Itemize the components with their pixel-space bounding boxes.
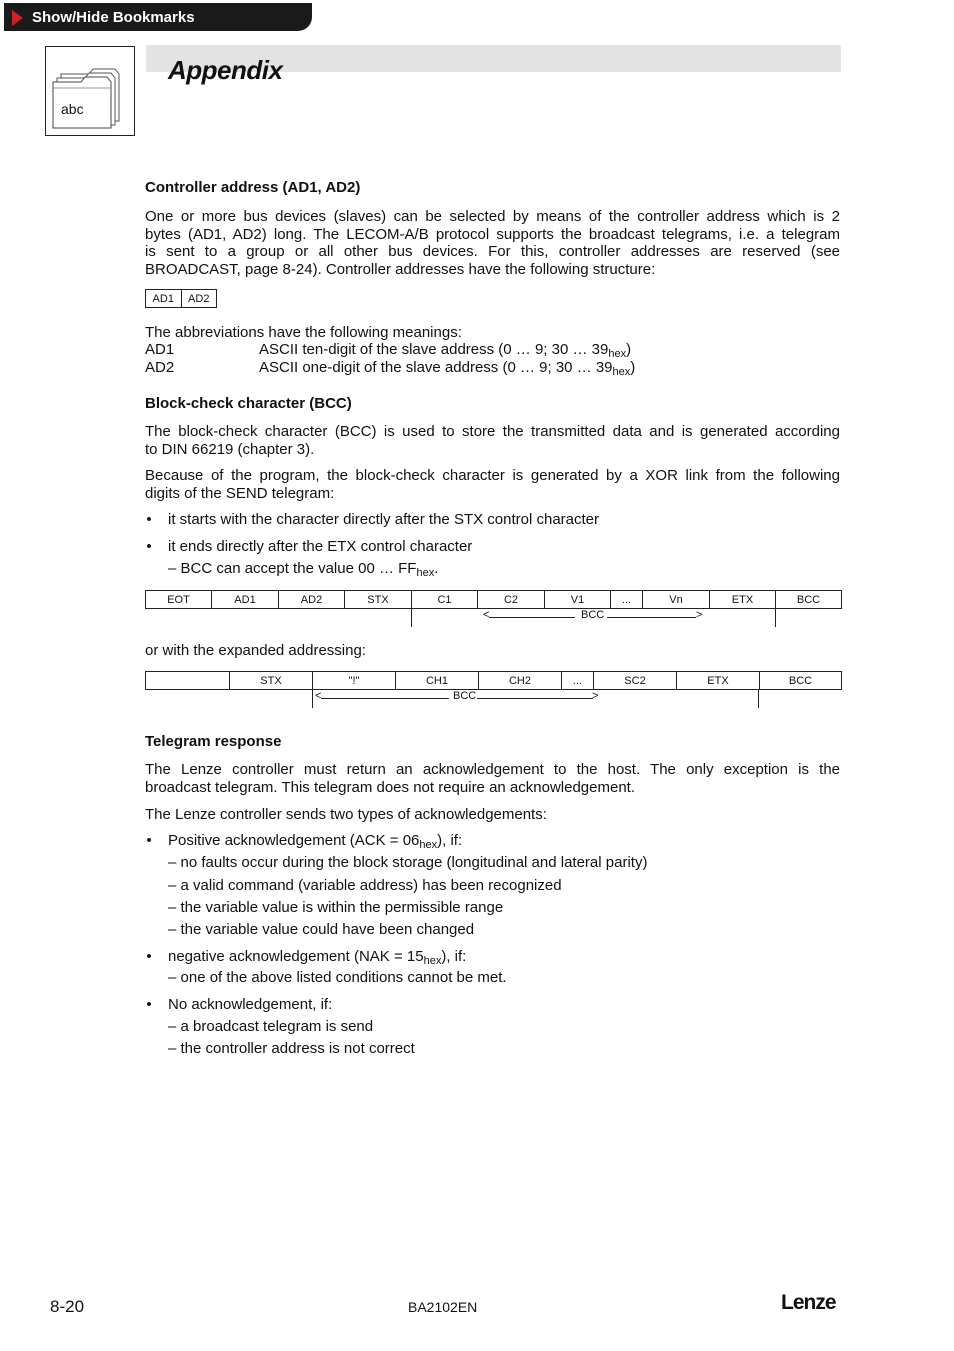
bcc-label: BCC	[453, 690, 477, 702]
bullet-subtext: – BCC can accept the value 00 … $FF_{hex}$.	[168, 560, 439, 579]
bcc-paragraph-1	[145, 423, 840, 458]
page-title: Appendix	[168, 55, 283, 85]
field-cell: C2	[478, 591, 545, 609]
telegram-field-table	[145, 590, 842, 609]
bullet-subtext: – a valid command (variable address) has been recognized	[168, 877, 562, 894]
field-cell: CH1	[396, 672, 479, 690]
paragraph-line: digits of the SEND telegram:	[145, 484, 335, 502]
field-cell: AD1	[212, 591, 279, 609]
bullet-dot: •	[146, 832, 152, 849]
bcc-range-start-tick	[312, 689, 313, 708]
show-hide-bookmarks-button[interactable]	[4, 3, 312, 31]
field-cell: EOT	[146, 591, 212, 609]
paragraph-line: BROADCAST, page 8-24). Controller addresses have the following structure:	[145, 260, 656, 278]
abbr-desc: ASCII one-digit of the slave address (0 … 9; 30 … $39_{hex}$)	[259, 359, 636, 378]
field-cell: AD2	[279, 591, 345, 609]
bookmarks-label: Show/Hide Bookmarks	[32, 9, 195, 26]
section-heading-controller-address: Controller address (AD1, AD2)	[145, 179, 361, 196]
address-field-table	[145, 289, 217, 308]
bcc-range-arrow: < BCC >	[315, 690, 599, 702]
triangle-right-icon	[12, 10, 23, 26]
bullet-subtext: – the variable value is within the permissible range	[168, 899, 504, 916]
controller-address-paragraph	[145, 208, 840, 278]
expanded-telegram-table	[145, 671, 842, 690]
section-heading-bcc: Block-check character (BCC)	[145, 395, 352, 412]
bullet-subtext: – the controller address is not correct	[168, 1040, 415, 1057]
paragraph-line: Because of the program, the block-check character is generated by a XOR link from the following	[145, 467, 840, 484]
bullet-dot: •	[146, 996, 152, 1013]
paragraph-line: to DIN 66219 (chapter 3).	[145, 440, 315, 458]
document-code: BA2102EN	[408, 1299, 478, 1315]
bullet-text: it ends directly after the ETX control character	[168, 538, 473, 555]
field-cell: ...	[611, 591, 643, 609]
abbr-intro: The abbreviations have the following meanings:	[145, 324, 462, 341]
bullet-subtext: – one of the above listed conditions cannot be met.	[168, 969, 507, 986]
bcc-label: BCC	[581, 609, 605, 621]
field-cell: ...	[562, 672, 594, 690]
abbr-term: AD1	[145, 341, 175, 358]
bcc-range-start-tick	[411, 608, 412, 627]
field-cell: STX	[230, 672, 313, 690]
paragraph-line: bytes (AD1, AD2) long. The LECOM-A/B protocol supports the broadcast telegrams, i.e. a telegram	[145, 225, 840, 243]
bcc-paragraph-2	[145, 467, 840, 502]
paragraph-line: The block-check character (BCC) is used to store the transmitted data and is generated according	[145, 423, 840, 440]
bullet-text: negative acknowledgement $(NAK = 15_{hex})$, if:	[168, 948, 467, 967]
response-paragraph-1	[145, 761, 840, 796]
field-cell: AD2	[181, 290, 217, 308]
bcc-range-end-tick	[758, 689, 759, 708]
page-number: 8-20	[50, 1297, 85, 1316]
paragraph-line: One or more bus devices (slaves) can be selected by means of the controller address which is 2	[145, 208, 840, 225]
bullet-text: it starts with the character directly after the STX control character	[168, 511, 600, 528]
field-cell: V1	[545, 591, 611, 609]
bullet-dot: •	[146, 948, 152, 965]
field-cell: STX	[345, 591, 412, 609]
bullet-subtext: – no faults occur during the block storage (longitudinal and lateral parity)	[168, 854, 648, 871]
bullet-dot: •	[146, 538, 152, 555]
appendix-icon-box	[45, 46, 135, 136]
field-cell: BCC	[760, 672, 842, 690]
bullet-text: Positive acknowledgement $(ACK = 06_{hex})$, if:	[168, 832, 463, 851]
field-cell: BCC	[776, 591, 842, 609]
lenze-logo: Lenze	[781, 1291, 836, 1314]
expanded-intro: or with the expanded addressing:	[145, 642, 366, 659]
field-cell: ETX	[677, 672, 760, 690]
field-cell: ETX	[710, 591, 776, 609]
icon-label: abc	[61, 101, 84, 117]
field-cell: CH2	[479, 672, 562, 690]
bullet-subtext: – a broadcast telegram is send	[168, 1018, 374, 1035]
bcc-range-end-tick	[775, 608, 776, 627]
field-cell: Vn	[643, 591, 710, 609]
paragraph-line: is sent to a group or all other bus devices. For this, controller addresses are reserved (see	[145, 243, 840, 260]
abbr-term: AD2	[145, 359, 175, 376]
field-cell: "!"	[313, 672, 396, 690]
paragraph-line: The Lenze controller must return an acknowledgement to the host. The only exception is the	[145, 761, 840, 778]
response-paragraph-2: The Lenze controller sends two types of acknowledgements:	[145, 806, 547, 823]
bcc-range-arrow: < BCC >	[483, 609, 703, 621]
folders-icon	[46, 47, 136, 137]
section-heading-telegram-response: Telegram response	[145, 733, 282, 750]
field-cell: AD1	[146, 290, 182, 308]
paragraph-line: broadcast telegram. This telegram does not require an acknowledgement.	[145, 778, 635, 796]
bullet-subtext: – the variable value could have been changed	[168, 921, 475, 938]
abbr-desc: ASCII ten-digit of the slave address (0 … 9; 30 … $39_{hex}$)	[259, 341, 632, 360]
field-cell	[146, 672, 230, 690]
field-cell: SC2	[594, 672, 677, 690]
bullet-dot: •	[146, 511, 152, 528]
bullet-text: No acknowledgement, if:	[168, 996, 333, 1013]
field-cell: C1	[412, 591, 478, 609]
